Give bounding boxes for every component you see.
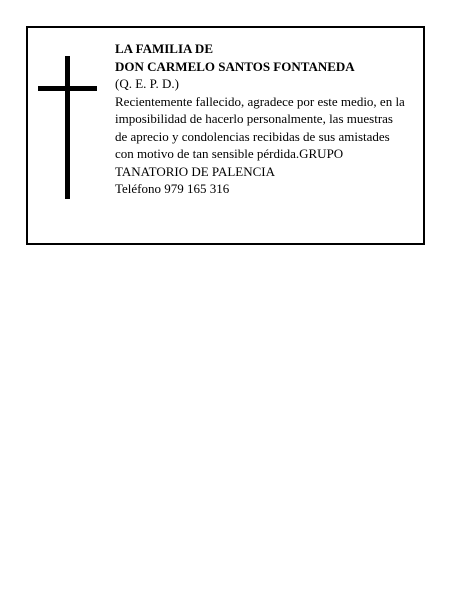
notice-body-line: Recientemente fallecido, agradece por este medio, en la xyxy=(115,93,405,109)
phone-number: Teléfono 979 165 316 xyxy=(115,181,230,196)
notice-body-line: de aprecio y condolencias recibidas de sus amistades xyxy=(115,128,390,144)
qepd-abbreviation: (Q. E. P. D.) xyxy=(115,76,179,91)
cross-vertical-bar xyxy=(65,56,70,199)
funeral-home-name: TANATORIO DE PALENCIA xyxy=(115,163,276,179)
notice-body-line: imposibilidad de hacerlo personalmente, las muestras xyxy=(115,111,393,126)
cross-icon xyxy=(28,28,128,247)
notice-body-line: con motivo de tan sensible pérdida.GRUPO xyxy=(115,146,344,161)
cross-horizontal-bar xyxy=(38,86,97,91)
notice-heading-family: LA FAMILIA DE xyxy=(115,41,213,56)
death-notice-box xyxy=(26,26,425,245)
deceased-name: DON CARMELO SANTOS FONTANEDA xyxy=(115,58,355,74)
notice-text xyxy=(115,40,421,198)
